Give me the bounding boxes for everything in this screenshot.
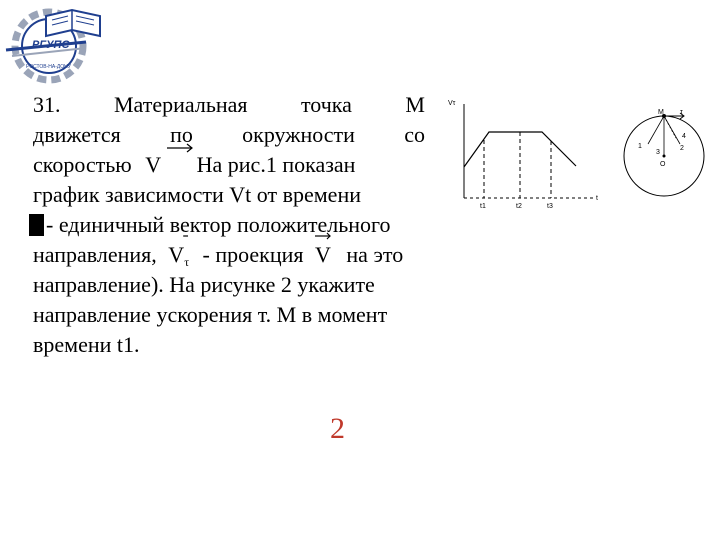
problem-line-9 xyxy=(33,330,463,360)
velocity-vector xyxy=(145,150,161,180)
tick-t1: t1 xyxy=(480,203,486,210)
word: - проекция xyxy=(202,242,304,267)
tau-unit-vector-symbol xyxy=(29,214,44,236)
velocity-vector xyxy=(315,240,331,270)
logo-ring-text: РОСТОВ-НА-ДОНУ xyxy=(26,64,71,70)
logo-text: РГУПС xyxy=(32,39,70,51)
vector-arrow-icon xyxy=(168,231,189,241)
y-axis-label: Vτ xyxy=(448,100,456,107)
vector-arrow-icon xyxy=(165,142,195,154)
line-text: времени t1. xyxy=(33,332,140,357)
word: скоростью xyxy=(33,152,132,177)
tau-subscript: τ xyxy=(184,255,190,269)
velocity-symbol: V xyxy=(168,242,185,267)
direction-1-label: 1 xyxy=(638,143,642,150)
problem-line-7 xyxy=(33,270,463,300)
word: М xyxy=(405,92,425,117)
line-text: направление ускорения т. М в момент xyxy=(33,302,388,327)
tick-t2: t2 xyxy=(516,203,522,210)
direction-4-label: 4 xyxy=(682,133,686,140)
velocity-symbol: V xyxy=(315,242,331,267)
page-number: 2 xyxy=(330,412,345,445)
problem-line-6 xyxy=(33,240,463,270)
vector-arrow-icon xyxy=(315,231,331,241)
problem-line-3 xyxy=(33,150,463,180)
line-text: направление). На рисунке 2 укажите xyxy=(33,272,375,297)
line-text: - единичный вектор положительного xyxy=(46,212,391,237)
figure-2-circle xyxy=(618,104,718,214)
word: на это xyxy=(346,242,404,267)
university-logo xyxy=(2,2,108,86)
direction-3-label: 3 xyxy=(656,149,660,156)
x-axis-label: t xyxy=(596,195,598,202)
problem-line-5 xyxy=(29,210,463,240)
word: точка xyxy=(300,92,352,117)
word: со xyxy=(404,122,425,147)
problem-text xyxy=(33,90,463,360)
word: Материальная xyxy=(113,92,248,117)
word: движется xyxy=(33,122,121,147)
problem-line-8 xyxy=(33,300,463,330)
word: направления, xyxy=(33,242,157,267)
tau-label: τ xyxy=(680,109,683,116)
problem-number: 31. xyxy=(33,92,61,117)
center-label: O xyxy=(660,161,666,168)
word: На рис.1 показан xyxy=(196,152,356,177)
word: окружности xyxy=(242,122,355,147)
line-text: график зависимости Vt от времени xyxy=(33,182,361,207)
word: по xyxy=(170,122,193,147)
problem-line-2 xyxy=(33,120,425,150)
point-m-label: M xyxy=(658,109,664,116)
problem-line-1 xyxy=(33,90,425,120)
direction-1 xyxy=(648,116,664,144)
problem-line-4 xyxy=(33,180,463,210)
figure-1-velocity-graph xyxy=(444,96,604,212)
tick-t3: t3 xyxy=(547,203,553,210)
direction-2-label: 2 xyxy=(680,145,684,152)
velocity-symbol: V xyxy=(145,152,162,177)
